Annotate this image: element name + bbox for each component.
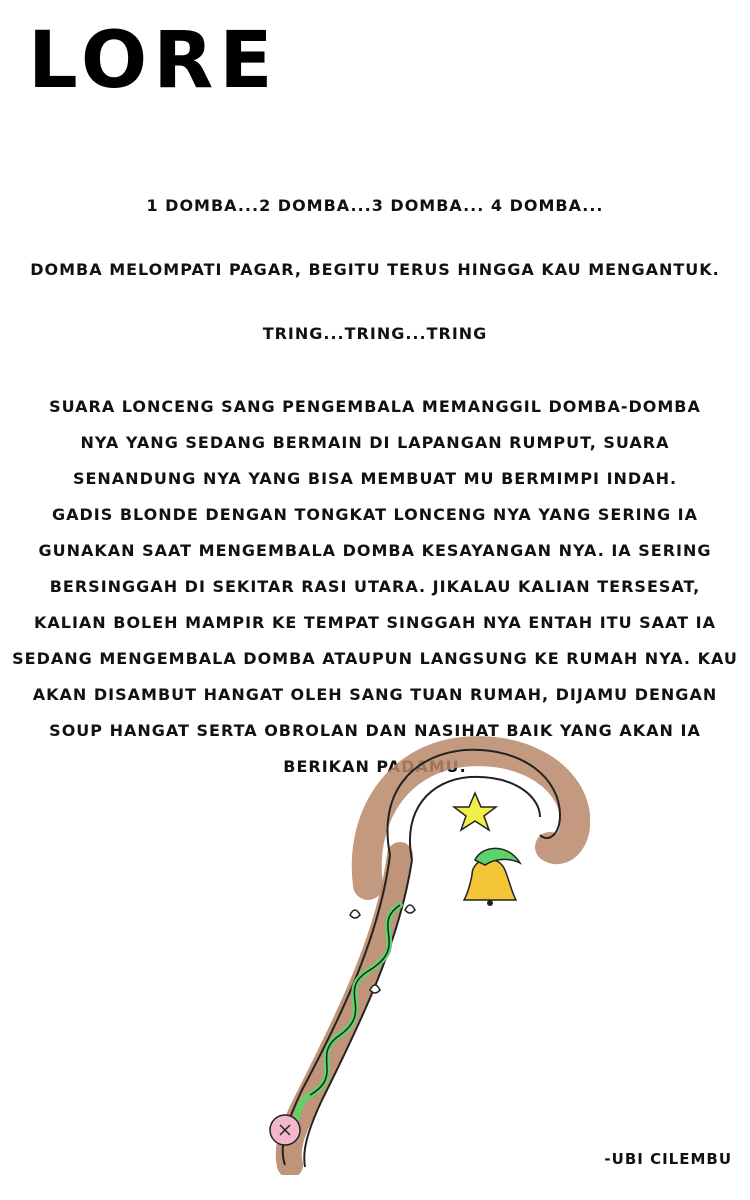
bell-sound-line: TRING...TRING...TRING [262,324,488,343]
staff-shaft [289,855,400,1165]
lily-flower-3 [405,905,415,913]
shepherd-staff-icon [250,735,590,1175]
lore-paragraph-2: GADIS BLONDE DENGAN TONGKAT LONCENG NYA YANG SERING IA GUNAKAN SAAT MENGEMBALA DOMBA KESAYANGAN NYA. IA SERING BERSINGGAH DI SEKITAR RASI UTARA. JIKALAU KALIAN TERSESAT, KALIAN BOLEH MAMPIR KE TEMPAT SINGGAH NYA ENTAH ITU SAAT IA SEDANG MENGEMBALA DOMBA ATAUPUN LANGSUNG KE RUMAH NYA. KAU AKAN DISAMBUT HANGAT OLEH SANG TUAN RUMAH, DIJAMU DENGAN SOUP HANGAT SERTA OBROLAN DAN NASIHAT BAIK YANG AKAN IA BERIKAN PADAMU. [12,505,738,776]
sheep-count-line: 1 DOMBA...2 DOMBA...3 DOMBA... 4 DOMBA... [146,196,604,215]
bell-clapper [487,900,493,906]
sheep-jump-line: DOMBA MELOMPATI PAGAR, BEGITU TERUS HINGGA KAU MENGANTUK. [30,260,720,279]
lily-flower-1 [350,910,360,918]
star-icon [454,793,496,830]
lore-text [12,196,738,785]
author-signature: -UBI CILEMBU [604,1150,732,1168]
page-title: LORE [28,16,279,106]
lore-paragraph-1: SUARA LONCENG SANG PENGEMBALA MEMANGGIL DOMBA-DOMBA NYA YANG SEDANG BERMAIN DI LAPANGAN RUMPUT, SUARA SENANDUNG NYA YANG BISA MEMBUAT MU BERMIMPI INDAH. [49,397,701,488]
bell-icon [464,859,516,900]
